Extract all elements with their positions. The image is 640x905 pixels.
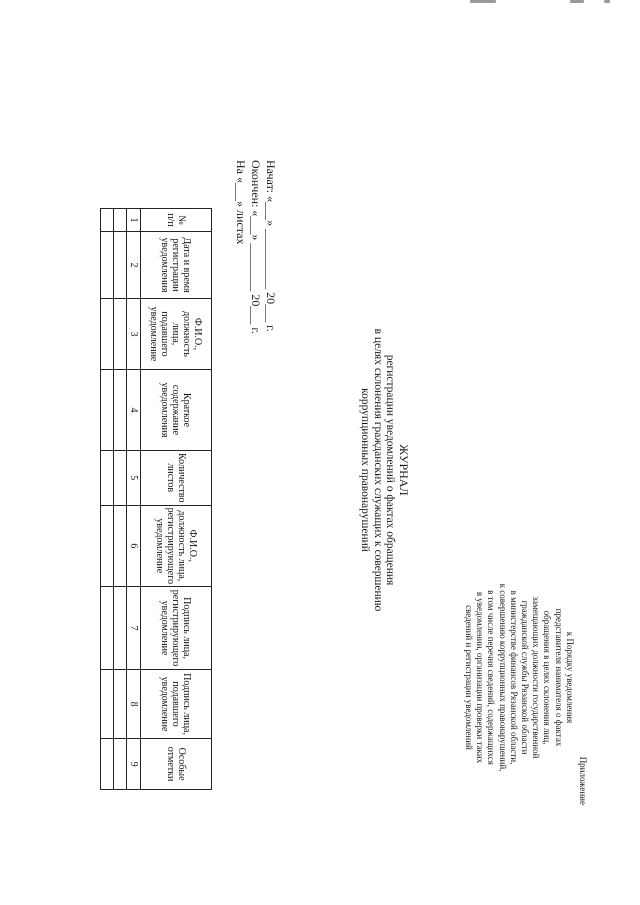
table-row <box>101 209 114 790</box>
column-header: Краткое содержание уведомления <box>141 370 212 451</box>
registration-table <box>100 208 212 790</box>
table-row <box>114 209 127 790</box>
table-cell <box>114 299 127 370</box>
column-number: 3 <box>127 299 141 370</box>
table-cell <box>101 505 114 587</box>
start-date-line: Начат: «___» __________ 20___ г. <box>264 160 278 332</box>
table-cell <box>114 232 127 299</box>
appendix-line: замещающих должности государственной <box>531 596 542 759</box>
appendix-line: обращения в целях склонения лиц, <box>542 610 553 745</box>
table-cell <box>101 209 114 232</box>
journal-heading: ЖУРНАЛ <box>397 444 411 496</box>
appendix-title: Приложение <box>578 756 588 805</box>
journal-subtitle-line: в целях склонения гражданских служащих к совершению <box>372 328 384 612</box>
table-cell <box>114 370 127 451</box>
end-date-line: Окончен: «___» ________ 20___ г. <box>249 160 263 334</box>
table-header-row <box>141 209 212 790</box>
column-number-row <box>127 209 141 790</box>
column-number: 6 <box>127 505 141 587</box>
column-number: 4 <box>127 370 141 451</box>
appendix-line: в том числе перечня сведений, содержащихся <box>486 590 497 765</box>
appendix-line: в уведомлении, организации проверки таких <box>475 591 486 764</box>
column-number: 8 <box>127 670 141 739</box>
column-number: 7 <box>127 587 141 670</box>
journal-subtitle-line: коррупционных правонарушений <box>359 388 372 552</box>
column-number: 2 <box>127 232 141 299</box>
table-cell <box>114 739 127 790</box>
column-header: Дата и время регистрации уведомления <box>141 232 212 299</box>
column-header: Подпись лица, регистрирующего уведомление <box>141 587 212 670</box>
table-cell <box>114 587 127 670</box>
column-header: Особые отметки <box>141 739 212 790</box>
column-number: 5 <box>127 451 141 506</box>
journal-title-block <box>359 300 410 640</box>
sheet-count-line: На «___» листах <box>234 160 248 245</box>
column-header: № п/п <box>141 209 212 232</box>
appendix-line: представителя нанимателя о фактах <box>553 608 564 747</box>
table-cell <box>101 232 114 299</box>
table-cell <box>114 670 127 739</box>
table-cell <box>114 505 127 587</box>
column-header: Ф.И.О., должность лица, подавшего уведомление <box>141 299 212 370</box>
appendix-line: к Порядку уведомления <box>564 631 575 724</box>
table-cell <box>101 451 114 506</box>
appendix-line: в министерстве финансов Рязанской области, <box>508 590 519 765</box>
journal-subtitle-line: регистрации уведомлений о фактах обращения <box>384 354 397 586</box>
column-header: Подпись лица, подавшего уведомление <box>141 670 212 739</box>
table-cell <box>114 451 127 506</box>
appendix-block <box>463 550 588 805</box>
journal-meta <box>233 160 278 334</box>
table-cell <box>101 739 114 790</box>
column-header: Ф.И.О., должность лица, регистрирующего уведомление <box>141 505 212 587</box>
appendix-line: гражданской службы Рязанской области <box>519 600 530 755</box>
table-cell <box>101 587 114 670</box>
appendix-line: к совершению коррупционных правонарушений, <box>497 583 508 772</box>
column-number: 1 <box>127 209 141 232</box>
table-cell <box>101 670 114 739</box>
appendix-line: сведений и регистрации уведомлений <box>463 605 474 750</box>
table-cell <box>114 209 127 232</box>
table-cell <box>101 299 114 370</box>
table-cell <box>101 370 114 451</box>
column-header: Количество листов <box>141 451 212 506</box>
column-number: 9 <box>127 739 141 790</box>
